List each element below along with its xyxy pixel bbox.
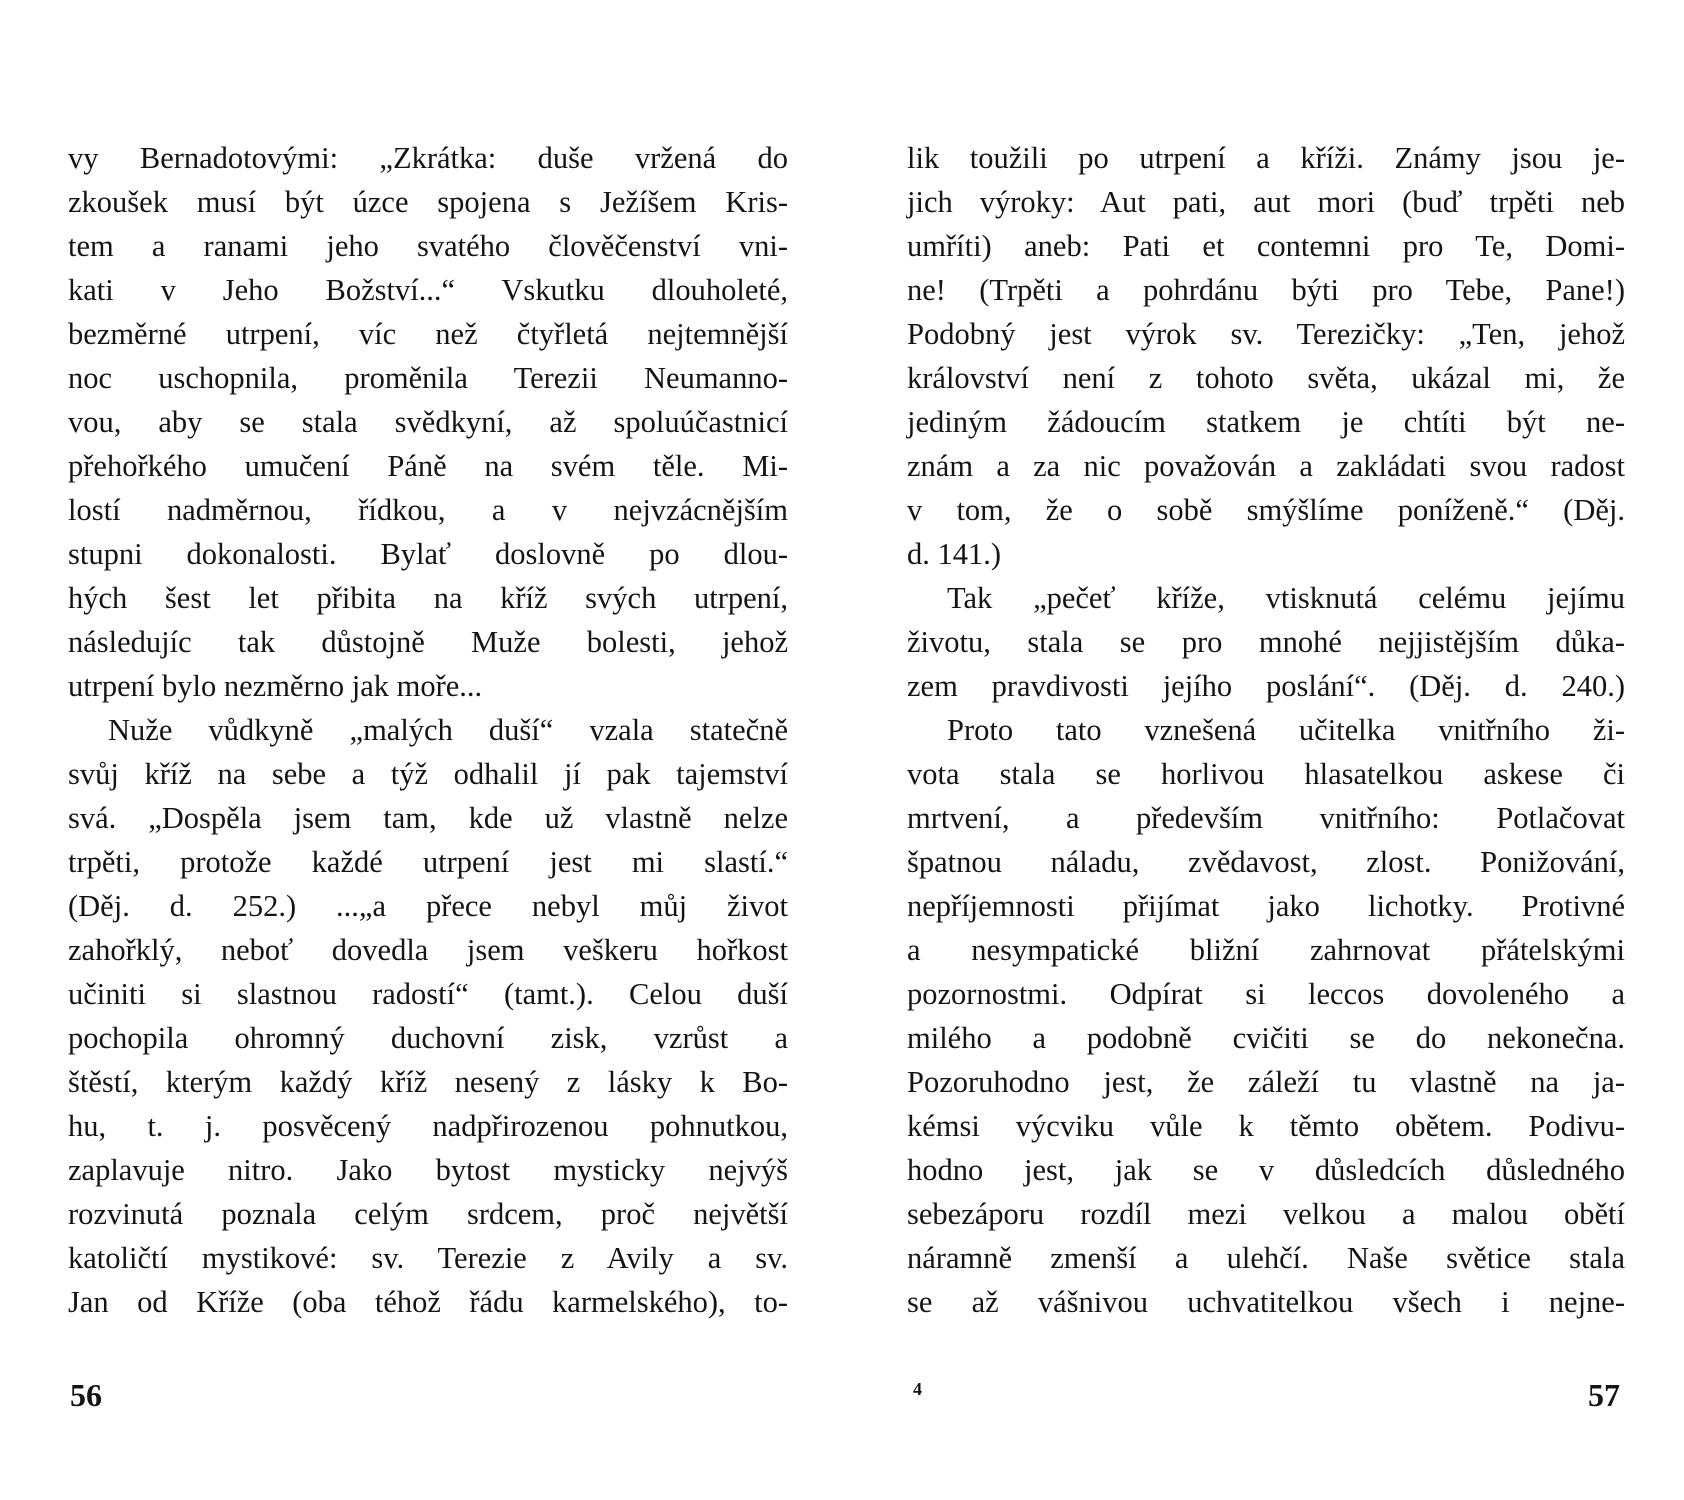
signature-mark: 4 [913, 1379, 922, 1399]
text-line: Podobný jest výrok sv. Terezičky: „Ten, jehož [907, 317, 1625, 351]
text-line: jediným žádoucím statkem je chtíti být ne- [907, 405, 1625, 439]
text-line: Pozoruhodno jest, že záleží tu vlastně na ja- [907, 1065, 1625, 1099]
text-line: trpěti, protože každé utrpení jest mi slastí.“ [68, 845, 788, 879]
right-page-text [907, 136, 1625, 1324]
text-line: katoličtí mystikové: sv. Terezie z Avily a sv. [68, 1241, 788, 1275]
text-line: kati v Jeho Božství...“ Vskutku dlouholeté, [68, 273, 788, 307]
text-line: hu, t. j. posvěcený nadpřirozenou pohnutkou, [68, 1109, 788, 1143]
text-line: štěstí, kterým každý kříž nesený z lásky k Bo- [68, 1065, 788, 1099]
text-line: hodno jest, jak se v důsledcích důsledného [907, 1153, 1625, 1187]
text-line: svůj kříž na sebe a týž odhalil jí pak tajemství [68, 757, 788, 791]
text-line: učiniti si slastnou radostí“ (tamt.). Celou duší [68, 977, 788, 1011]
text-line: pochopila ohromný duchovní zisk, vzrůst a [68, 1021, 788, 1055]
text-line: noc uschopnila, proměnila Terezii Neumanno- [68, 361, 788, 395]
text-line: lik toužili po utrpení a kříži. Známy jsou je- [907, 141, 1625, 175]
text-line: Tak „pečeť kříže, vtisknutá celému jejímu [947, 581, 1625, 615]
text-line: jich výroky: Aut pati, aut mori (buď trpěti neb [907, 185, 1625, 219]
text-line: lostí nadměrnou, řídkou, a v nejvzácnějším [68, 493, 788, 527]
text-line: Proto tato vznešená učitelka vnitřního ži- [947, 713, 1625, 747]
text-line: hých šest let přibita na kříž svých utrpení, [68, 581, 788, 615]
text-line: svá. „Dospěla jsem tam, kde už vlastně nelze [68, 801, 788, 835]
text-line: Jan od Kříže (oba téhož řádu karmelského), to- [68, 1285, 788, 1319]
text-line: Nuže vůdkyně „malých duší“ vzala statečně [108, 713, 788, 747]
text-line: utrpení bylo nezměrno jak moře... [68, 669, 483, 703]
text-line: zkoušek musí být úzce spojena s Ježíšem Kris- [68, 185, 788, 219]
left-page-text [68, 136, 788, 1324]
text-line: rozvinutá poznala celým srdcem, proč největší [68, 1197, 788, 1231]
text-line: d. 141.) [907, 537, 1002, 571]
text-line: umříti) aneb: Pati et contemni pro Te, Domi- [907, 229, 1625, 263]
text-line: sebezáporu rozdíl mezi velkou a malou obětí [907, 1197, 1625, 1231]
text-line: špatnou náladu, zvědavost, zlost. Ponižování, [907, 845, 1625, 879]
text-line: a nesympatické bližní zahrnovat přátelskými [907, 933, 1625, 967]
text-line: se až vášnivou uchvatitelkou všech i nejne- [907, 1285, 1625, 1319]
text-line: náramně zmenší a ulehčí. Naše světice stala [907, 1241, 1625, 1275]
text-line: zem pravdivosti jejího poslání“. (Děj. d. 240.) [907, 669, 1625, 703]
text-line: vota stala se horlivou hlasatelkou askese či [907, 757, 1625, 791]
text-line: tem a ranami jeho svatého člověčenství vni- [68, 229, 788, 263]
text-line: kémsi výcviku vůle k těmto obětem. Podivu- [907, 1109, 1625, 1143]
text-line: stupni dokonalosti. Bylať doslovně po dlou- [68, 537, 788, 571]
text-line: nepříjemnosti přijímat jako lichotky. Protivné [907, 889, 1625, 923]
text-line: přehořkého umučení Páně na svém těle. Mi- [68, 449, 788, 483]
text-line: ne! (Trpěti a pohrdánu býti pro Tebe, Pane!) [907, 273, 1625, 307]
text-line: vy Bernadotovými: „Zkrátka: duše vržená do [68, 141, 788, 175]
text-line: zaplavuje nitro. Jako bytost mysticky nejvýš [68, 1153, 788, 1187]
text-line: následujíc tak důstojně Muže bolesti, jehož [68, 625, 788, 659]
page-number-right: 57 [1588, 1377, 1620, 1413]
text-line: v tom, že o sobě smýšlíme poníženě.“ (Děj. [907, 493, 1625, 527]
text-line: znám a za nic považován a zakládati svou radost [907, 449, 1625, 483]
text-line: zahořklý, neboť dovedla jsem veškeru hořkost [68, 933, 788, 967]
text-line: království není z tohoto světa, ukázal mi, že [907, 361, 1625, 395]
text-line: milého a podobně cvičiti se do nekonečna. [907, 1021, 1625, 1055]
page-number-left: 56 [70, 1377, 102, 1413]
text-line: pozornostmi. Odpírat si leccos dovoleného a [907, 977, 1625, 1011]
text-line: mrtvení, a především vnitřního: Potlačovat [907, 801, 1625, 835]
text-line: životu, stala se pro mnohé nejjistějším důka- [907, 625, 1625, 659]
text-line: vou, aby se stala svědkyní, až spoluúčastnicí [68, 405, 788, 439]
text-line: (Děj. d. 252.) ...„a přece nebyl můj život [68, 889, 788, 923]
text-line: bezměrné utrpení, víc než čtyřletá nejtemnější [68, 317, 788, 351]
